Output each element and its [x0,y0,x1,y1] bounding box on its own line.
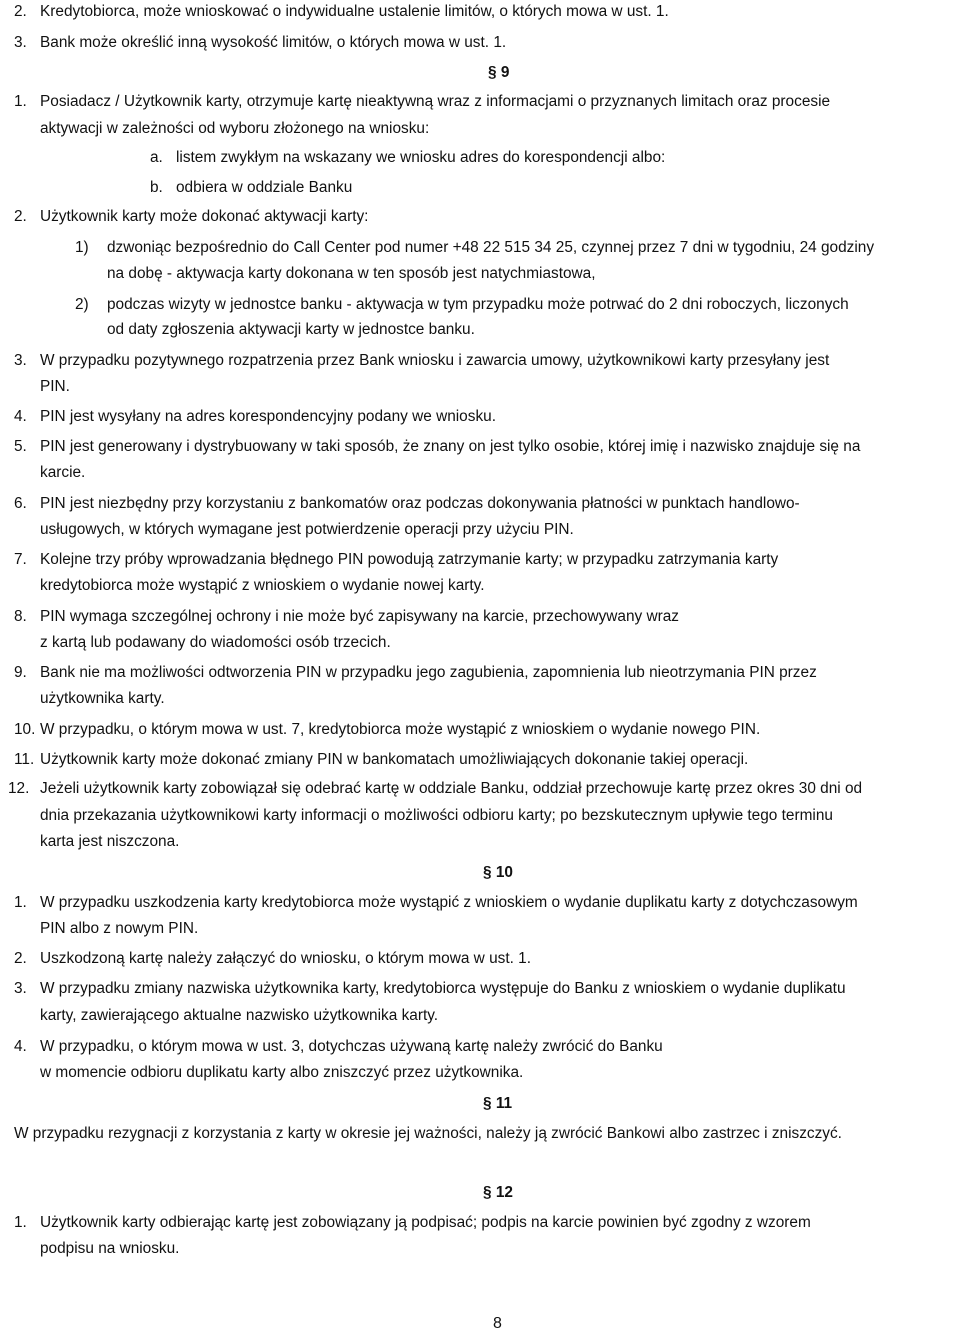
paragraph-text: W przypadku rezygnacji z korzystania z karty w okresie jej ważności, należy ją zwrócić Bankowi albo zastrzec i zniszczyć. [14,1125,842,1142]
list-number: 4. [14,1038,27,1055]
list-item-text: dzwoniąc bezpośrednio do Call Center pod numer +48 22 515 34 25, czynnej przez 7 dni w tygodniu, 24 godziny [107,239,875,256]
list-item-text: odbiera w oddziale Banku [176,179,353,196]
list-item-text: kredytobiorca może wystąpić z wnioskiem o wydanie nowej karty. [40,577,485,594]
list-number: 3. [14,352,27,369]
list-item-text: listem zwykłym na wskazany we wniosku adres do korespondencji albo: [176,149,666,166]
list-item-text: karcie. [40,464,86,481]
list-item-text: karta jest niszczona. [40,833,180,850]
list-item-text: Użytkownik karty może dokonać aktywacji karty: [40,208,369,225]
list-item-text: PIN. [40,378,70,395]
list-item-text: PIN jest generowany i dystrybuowany w taki sposób, że znany on jest tylko osobie, której imię i nazwisko znajduje się na [40,438,861,455]
list-number: b. [150,179,163,196]
list-number: 1. [14,1214,27,1231]
list-item-text: Posiadacz / Użytkownik karty, otrzymuje kartę nieaktywną wraz z informacjami o przyznanych limitach oraz procesie [40,93,831,110]
list-item-text: aktywacji w zależności od wyboru złożonego na wniosku: [40,120,430,137]
section-heading: § 9 [488,64,510,81]
list-number: 2) [75,296,89,313]
list-item-text: PIN albo z nowym PIN. [40,920,199,937]
list-number: 8. [14,608,27,625]
list-number: 7. [14,551,27,568]
list-item-text: W przypadku pozytywnego rozpatrzenia przez Bank wniosku i zawarcia umowy, użytkownikowi karty przesyłany jest [40,352,830,369]
list-number: 2. [14,3,27,20]
list-item-text: na dobę - aktywacja karty dokonana w ten sposób jest natychmiastowa, [107,265,596,282]
list-number: 1. [14,894,27,911]
section-heading: § 10 [483,864,513,881]
list-number: 2. [14,950,27,967]
list-item-text: W przypadku zmiany nazwiska użytkownika karty, kredytobiorca występuje do Banku z wnioskiem o wydanie duplikatu [40,980,846,997]
list-item-text: PIN jest wysyłany na adres korespondencyjny podany we wniosku. [40,408,496,425]
list-number: 5. [14,438,27,455]
list-number: 4. [14,408,27,425]
page-number: 8 [493,1315,502,1332]
list-item-text: karty, zawierającego aktualne nazwisko użytkownika karty. [40,1007,439,1024]
list-number: 3. [14,980,27,997]
section-heading: § 12 [483,1184,513,1201]
list-number: 11. [14,751,35,768]
list-item-text: Bank nie ma możliwości odtworzenia PIN w przypadku jego zagubienia, zapomnienia lub nieotrzymania PIN przez [40,664,817,681]
list-item-text: Bank może określić inną wysokość limitów, o których mowa w ust. 1. [40,34,507,51]
list-item-text: podczas wizyty w jednostce banku - aktywacja w tym przypadku może potrwać do 2 dni roboczych, liczonych [107,296,849,313]
list-number: 2. [14,208,27,225]
list-item-text: dnia przekazania użytkownikowi karty informacji o możliwości odbioru karty; po bezskutecznym upływie tego terminu [40,807,833,824]
list-item-text: usługowych, w których wymagane jest potwierdzenie operacji przy użyciu PIN. [40,521,574,538]
section-heading: § 11 [483,1095,513,1112]
list-number: 10. [14,721,36,738]
list-item-text: podpisu na wniosku. [40,1240,180,1257]
list-number: 9. [14,664,27,681]
list-item-text: Jeżeli użytkownik karty zobowiązał się odebrać kartę w oddziale Banku, oddział przechowuje kartę przez okres 30 dni od [40,780,863,797]
list-item-text: PIN jest niezbędny przy korzystaniu z bankomatów oraz podczas dokonywania płatności w punktach handlowo- [40,495,800,512]
list-item-text: Użytkownik karty może dokonać zmiany PIN w bankomatach umożliwiających dokonanie takiej operacji. [40,751,749,768]
list-number: 1. [14,93,27,110]
list-item-text: użytkownika karty. [40,690,165,707]
list-item-text: PIN wymaga szczególnej ochrony i nie może być zapisywany na karcie, przechowywany wraz [40,608,679,625]
list-item-text: Kredytobiorca, może wnioskować o indywidualne ustalenie limitów, o których mowa w ust. 1. [40,3,669,20]
list-item-text: W przypadku, o którym mowa w ust. 7, kredytobiorca może wystąpić z wnioskiem o wydanie nowego PIN. [40,721,761,738]
list-item-text: od daty zgłoszenia aktywacji karty w jednostce banku. [107,321,475,338]
list-number: 1) [75,239,89,256]
list-number: 3. [14,34,27,51]
list-item-text: w momencie odbioru duplikatu karty albo zniszczyć przez użytkownika. [40,1064,524,1081]
list-number: 6. [14,495,27,512]
list-item-text: Uszkodzoną kartę należy załączyć do wniosku, o którym mowa w ust. 1. [40,950,531,967]
list-item-text: Kolejne trzy próby wprowadzania błędnego PIN powodują zatrzymanie karty; w przypadku zatrzymania karty [40,551,779,568]
list-number: 12. [8,780,30,797]
list-item-text: Użytkownik karty odbierając kartę jest zobowiązany ją podpisać; podpis na karcie powinien być zgodny z wzorem [40,1214,811,1231]
list-item-text: z kartą lub podawany do wiadomości osób trzecich. [40,634,391,651]
list-item-text: W przypadku uszkodzenia karty kredytobiorca może wystąpić z wnioskiem o wydanie duplikatu karty z dotychczasowym [40,894,858,911]
list-number: a. [150,149,163,166]
list-item-text: W przypadku, o którym mowa w ust. 3, dotychczas używaną kartę należy zwrócić do Banku [40,1038,663,1055]
